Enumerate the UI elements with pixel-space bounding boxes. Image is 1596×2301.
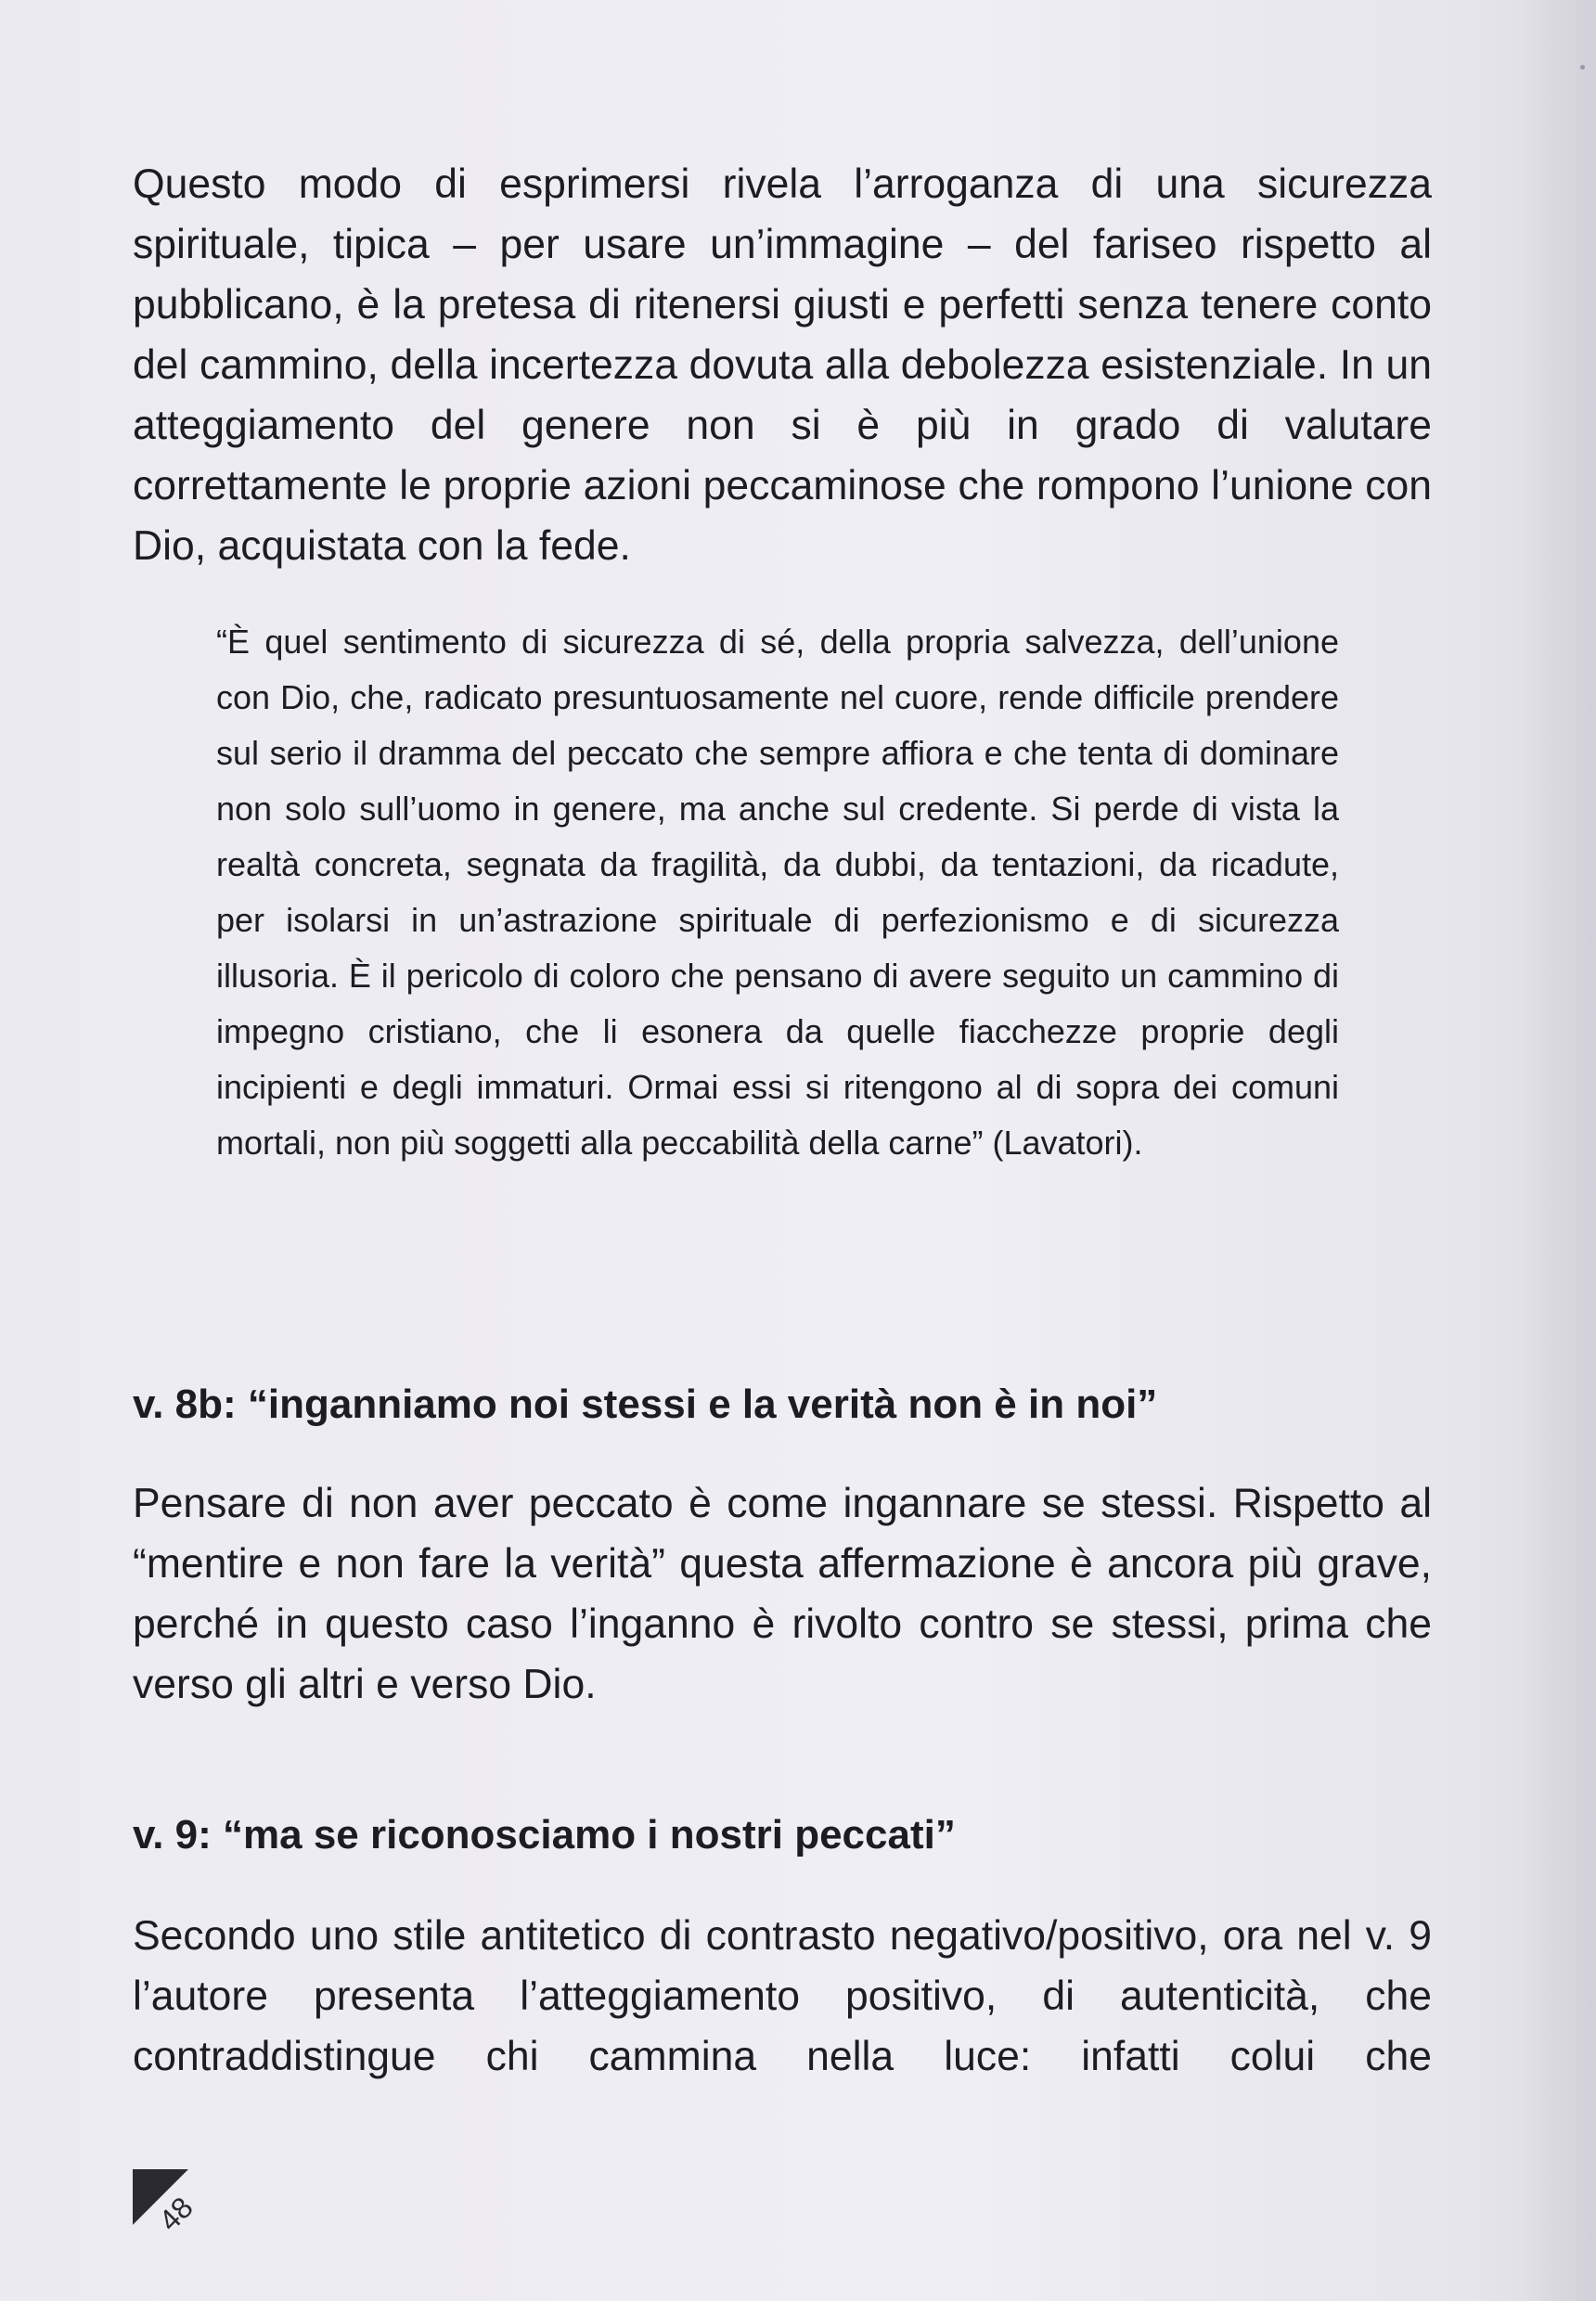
paper-speck [1580, 65, 1585, 70]
paragraph-self-deception: Pensare di non aver peccato è come ingannare se stessi. Rispetto al “mentire e non fare la verità” questa affermazione è ancora più grave, perché in questo caso l’inganno è rivolto contro se stessi, prima che verso gli altri e verso Dio. [133, 1481, 1432, 1707]
quote-lavatori: “È quel sentimento di sicurezza di sé, della propria salvezza, dell’unione con Dio, che, radicato presuntuosamente nel cuore, rende difficile prendere sul serio il dramma del peccato che sempre affiora e che tenta di dominare non solo sull’uomo in genere, ma anche sul credente. Si perde di vista la realtà concreta, segnata da fragilità, da dubbi, da tentazioni, da ricadute, per isolarsi in un’astrazione spirituale di perfezionismo e di sicurezza illusoria. È il pericolo di coloro che pensano di avere seguito un cammino di impegno cristiano, che li esonera da quelle fiacchezze proprie degli incipienti e degli immaturi. Ormai essi si ritengono al di sopra dei comuni mortali, non più soggetti alla peccabilità della carne” (Lavatori). [216, 623, 1339, 1162]
section-heading-v8b: v. 8b: “inganniamo noi stessi e la verità non è in noi” [133, 1382, 1158, 1427]
page-number: 48 [152, 2190, 200, 2238]
section-heading-v9: v. 9: “ma se riconosciamo i nostri peccati” [133, 1812, 956, 1858]
paragraph-arrogance: Questo modo di esprimersi rivela l’arroganza di una sicurezza spirituale, tipica – per usare un’immagine – del fariseo rispetto al pubblicano, è la pretesa di ritenersi giusti e perfetti senza tenere conto del cammino, della incertezza dovuta alla debolezza esistenziale. In un atteggiamento del genere non si è più in grado di valutare correttamente le proprie azioni peccaminose che rompono l’unione con Dio, acquistata con la fede. [133, 161, 1432, 569]
paragraph-antithetic-style: Secondo uno stile antitetico di contrasto negativo/positivo, ora nel v. 9 l’autore presenta l’atteggiamento positivo, di autenticità, che contraddistingue chi cammina nella luce: infatti colui che [133, 1913, 1432, 2079]
page-edge-shadow [1522, 0, 1596, 2301]
